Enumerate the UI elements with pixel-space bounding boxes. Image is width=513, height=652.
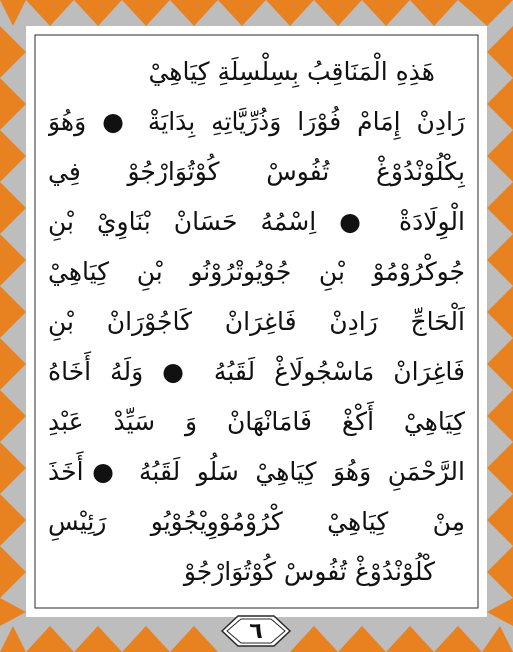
text-line-11: كْلُوْنْدُوْغْ تُفُوسْ كُوْتُوَارْجُوْ	[183, 557, 435, 586]
text-line-10: مِنْ كِيَاهِيْ كْرُوْمُوْوِيْجُوْيُو رَئِيْسِ	[48, 507, 465, 536]
text-line-2: رَادِنْ إِمَامْ فُوْرَا وَذُرِّيَّاتِهِ بِدَايَةْ ● وَهُوَ	[48, 107, 465, 136]
text-line-1: هَذِهِ الْمَنَاقِبُ بِسِلْسِلَةِ كِيَاهِيْ	[148, 57, 435, 86]
text-line-8: كِيَاهِيْ أَكْغْ فَامَانْهَانْ وَ سَيِّدْ عَبْدِ	[48, 407, 465, 436]
text-line-3: بِكْلُوْنْدُوْغْ تُفُوسْ كُوْتُوَارْجُوْ فِي	[48, 157, 465, 186]
arabic-text-body	[48, 48, 465, 608]
text-line-4: الْوِلَادَةْ ● اِسْمُهُ حَسَانْ بْنَاوِيْ بْنِ	[48, 207, 465, 236]
text-line-9: الرَّحْمَنِ وَهُوَ كِيَاهِيْ سَلُو لَقَبُهُ ●أَخَذَ	[48, 457, 465, 486]
page-number-container	[222, 616, 290, 646]
text-line-7: فَاغِرَانْ مَاسْجُولَاغْ لَقَبُهُ ● وَلَهُ أَخَاهُ	[48, 357, 465, 386]
page-number: ٦	[249, 618, 263, 644]
text-line-5: جُوكْرُوْمُوْ بْنِ جُوْيُوتْرُوْنُو بْنِ كِيَاهِيْ	[48, 257, 465, 286]
text-line-6: اَلْحَاجِّ رَادِنْ فَاغِرَانْ كَاجُوْرَانْ بْنِ	[48, 307, 465, 336]
